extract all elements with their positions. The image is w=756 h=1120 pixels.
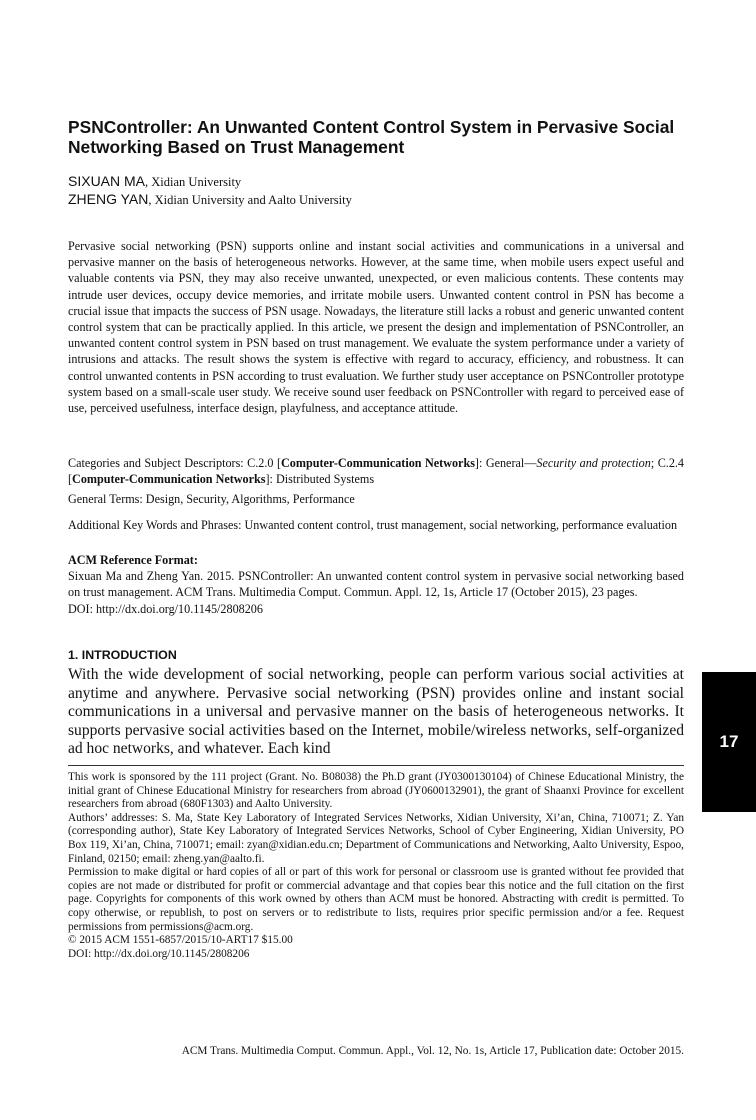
footnote-divider bbox=[68, 765, 684, 766]
general-terms bbox=[68, 491, 684, 507]
categories-text: ]: Distributed Systems bbox=[265, 472, 375, 487]
category-name: Computer-Communication Networks bbox=[281, 456, 475, 470]
footnote-permission: Permission to make digital or hard copies of all or part of this work for personal or classroom use is granted without fee provided that copies are not made or distributed for profit or commercial advantage and that copies bear this notice and the full citation on the first page. Copyrights for components of this work owned by others than ACM must be honored. Abstracting with credit is permitted. To copy otherwise, or republish, to post on servers or to redistribute to lists, requires prior specific permission and/or a fee. Request permissions from permissions@acm.org. bbox=[68, 866, 684, 933]
categories bbox=[68, 455, 684, 487]
paper-page bbox=[68, 0, 684, 1120]
categories-text: ]: General— bbox=[474, 456, 537, 470]
author-list bbox=[68, 173, 684, 209]
article-number-tab: 17 bbox=[702, 672, 756, 812]
author-name: SIXUAN MA bbox=[68, 173, 146, 189]
category-subject: Security and protection bbox=[536, 456, 651, 470]
author-affiliation: , Xidian University and Aalto University bbox=[148, 193, 352, 207]
general-terms-text: General Terms: Design, Security, Algorithms, Performance bbox=[68, 492, 355, 506]
introduction-text: With the wide development of social networking, people can perform various social activities at anytime and anywhere. Pervasive social networking (PSN) provides online and instant social communications in a universal and pervasive manner on the basis of heterogeneous networks. It supports pervasive social activities based on the Internet, mobile/wireless networks, self-organized ad hoc networks, and whatever. Each kind bbox=[68, 666, 684, 758]
acm-reference-text: Sixuan Ma and Zheng Yan. 2015. PSNController: An unwanted content control system in pervasive social networking based on trust management. ACM Trans. Multimedia Comput. Commun. Appl. 12, 1s, Article 17 (October 2015), 23 pages. bbox=[68, 569, 684, 600]
categories-prefix: Categories and Subject Descriptors: C.2.0 [ bbox=[68, 456, 282, 470]
footnotes bbox=[68, 771, 684, 961]
footnote-doi: DOI: http://dx.doi.org/10.1145/2808206 bbox=[68, 947, 250, 960]
running-footer: ACM Trans. Multimedia Comput. Commun. Appl., Vol. 12, No. 1s, Article 17, Publication date: October 2015. bbox=[181, 1045, 684, 1057]
author-affiliation: , Xidian University bbox=[145, 175, 242, 189]
footnote-funding: This work is sponsored by the 111 project (Grant. No. B08038) the Ph.D grant (JY0300130104) of Chinese Educational Ministry, the initial grant of Chinese Educational Ministry for researchers from abroad (JY0600132901), the grant of Shaanxi Province for excellent researchers from abroad (680F1303) and Aalto University. bbox=[68, 771, 684, 811]
category-name: Computer-Communication Networks bbox=[72, 472, 266, 487]
paper-title: PSNController: An Unwanted Content Control System in Pervasive Social Networking Based on Trust Management bbox=[68, 117, 675, 157]
acm-reference-doi: DOI: http://dx.doi.org/10.1145/2808206 bbox=[68, 601, 263, 616]
acm-reference bbox=[68, 552, 684, 617]
categories-text: ; C.2.4 [ bbox=[68, 456, 685, 487]
author-entry bbox=[68, 173, 684, 191]
section-heading: 1. INTRODUCTION bbox=[68, 648, 177, 662]
author-name: ZHENG YAN bbox=[68, 191, 149, 207]
footnote-addresses: Authors’ addresses: S. Ma, State Key Laboratory of Integrated Services Networks, Xidian University, Xi’an, China, 710071; Z. Yan (corresponding author), State Key Laboratory of Integrated Services Networks, School of Cyber Engineering, Xidian University, PO Box 119, Xi’an, China, 710071; email: zyan@xidian.edu.cn; Department of Communications and Networking, Aalto University, Espoo, Finland, 02150; email: zheng.yan@aalto.fi. bbox=[68, 811, 684, 865]
footnote-copyright: © 2015 ACM 1551-6857/2015/10-ART17 $15.00 bbox=[68, 934, 293, 947]
keywords-text: Additional Key Words and Phrases: Unwanted content control, trust management, social networking, performance evaluation bbox=[68, 518, 678, 532]
keywords bbox=[68, 517, 684, 533]
author-entry bbox=[68, 191, 684, 209]
acm-reference-heading: ACM Reference Format: bbox=[68, 553, 198, 567]
abstract: Pervasive social networking (PSN) supports online and instant social activities and communications in a universal and pervasive manner on the basis of heterogeneous networks. However, at the same time, when mobile users expect useful and valuable contents via PSN, they may also receive unwanted, unexpected, or even malicious contents. These contents may intrude user devices, occupy device memories, and irritate mobile users. Unwanted content control in PSN has become a crucial issue that impacts the success of PSN usage. Nowadays, the literature still lacks a robust and generic unwanted content control system that can be practically applied. In this article, we present the design and implementation of PSNController, an unwanted content control system in PSN based on trust management. We evaluate the system performance under a variety of intrusions and attacks. The result shows the system is effective with regard to accuracy, efficiency, and robustness. It can control unwanted contents in PSN according to trust evaluation. We further study user acceptance on PSNController prototype system based on a small-scale user study. We receive sound user feedback on PSNController with regard to perceived ease of use, perceived usefulness, interface design, playfulness, and acceptance attitude. bbox=[68, 239, 684, 416]
